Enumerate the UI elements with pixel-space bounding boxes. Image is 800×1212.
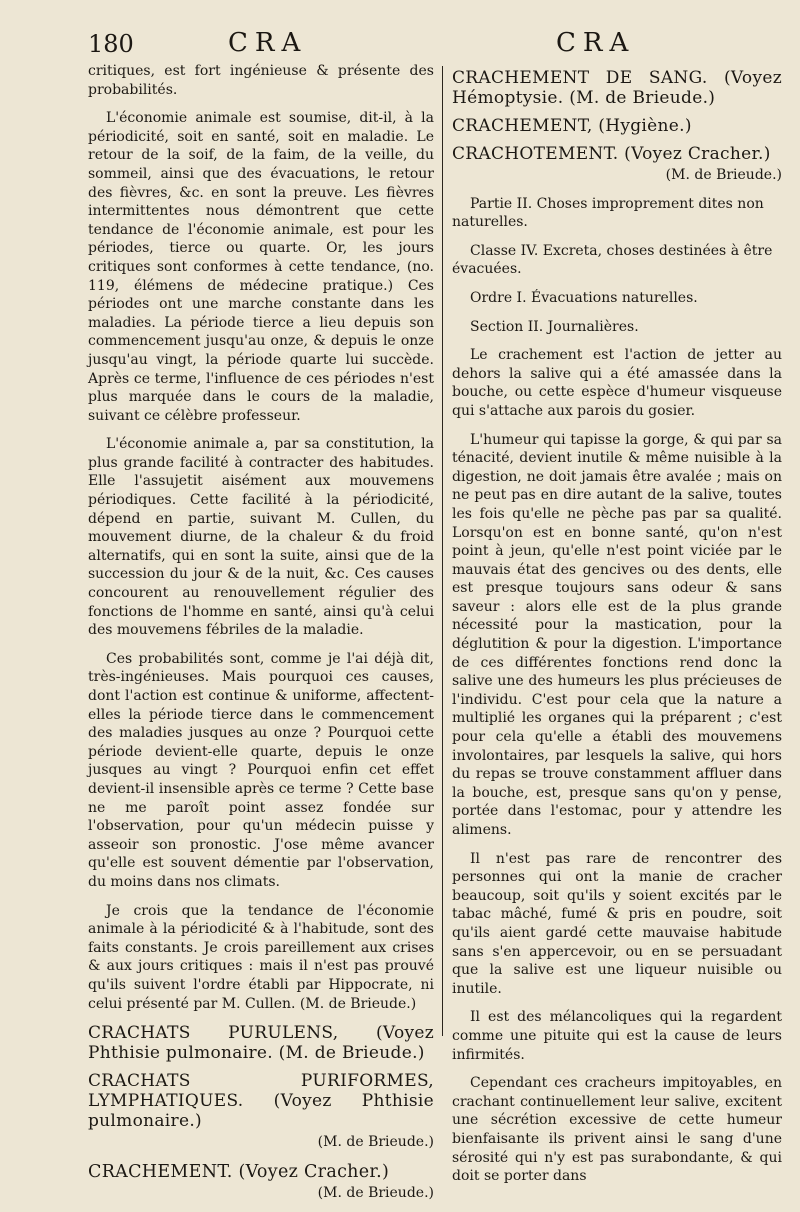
right-column: [452, 62, 782, 1196]
paragraph: L'économie animale a, par sa constitution, la plus grande facilité à contracter des habitudes. Elle l'assujetit aisément aux mouvemens périodiques. Cette facilité à la périodicité, dépend en partie, suivant M. Cullen, du mouvement diurne, de la chaleur & du froid alternatifs, qui en sont la suite, ainsi que de la succession du jour & de la nuit, &c. Ces causes concourent au renouvellement régulier des fonctions de l'homme en santé, ainsi qu'à celui des mouvemens fébriles de la maladie.: [88, 436, 434, 639]
entry-attribution: (M. de Brieude.): [317, 1184, 434, 1201]
page-number: 180: [88, 30, 134, 58]
entry-heading: CRACHATS PURULENS, (Voyez Phthisie pulmonaire. (M. de Brieude.): [88, 1023, 434, 1064]
entry-heading: CRACHEMENT. (Voyez Cracher.): [88, 1161, 390, 1182]
running-head-left: CRA: [228, 28, 308, 58]
entry-heading: CRACHOTEMENT. (Voyez Cracher.): [452, 144, 771, 164]
paragraph: Ces probabilités sont, comme je l'ai déjà dit, très-ingénieuses. Mais pourquoi ces causes, dont l'action est continue & uniforme, affectent-elles la période tierce dans le commencement des maladies jusques au onze ? Pourquoi cette période devient-elle quarte, depuis le onze jusques au vingt ? Pourquoi enfin cet effet devient-il insensible après ce terme ? Cette base ne me paroît point assez fondée sur l'observation, pour qu'un médecin puisse y asseoir son pronostic. J'ose même avancer qu'elle est souvent démentie par l'observation, du moins dans nos climats.: [88, 650, 434, 890]
left-column: [88, 62, 434, 1212]
paragraph: Il n'est pas rare de rencontrer des personnes qui ont la manie de cracher beaucoup, soit qu'ils y soient excités par le tabac mâché, fumé & pris en poudre, soit qu'ils aient gardé cette mauvaise habitude sans s'en appercevoir, ou en se persuadant que la salive est une liqueur nuisible ou inutile.: [452, 850, 782, 997]
column-divider: [442, 66, 443, 1036]
paragraph: Cependant ces cracheurs impitoyables, en crachant continuellement leur salive, excitent une sécrétion excessive de cette humeur bienfaisante ils privent ainsi le sang d'une sérosité qui n'y est pas surabondante, & qui doit se porter dans: [452, 1075, 782, 1185]
entry-heading: CRACHATS PURIFORMES, LYMPHATIQUES. (Voyez Phthisie pulmonaire.): [88, 1071, 434, 1132]
paragraph: Il est des mélancoliques qui la regardent comme une pituite qui est la cause de leurs infirmités.: [452, 1009, 782, 1063]
paragraph: Le crachement est l'action de jetter au dehors la salive qui a été amassée dans la bouche, ou cette espèce d'humeur visqueuse qui s'attache aux parois du gosier.: [452, 347, 782, 419]
paragraph: critiques, est fort ingénieuse & présente des probabilités.: [88, 63, 434, 98]
paragraph: L'humeur qui tapisse la gorge, & qui par sa ténacité, devient inutile & même nuisible à la digestion, ne doit jamais être avalée ; mais on ne peut pas en dire autant de la salive, toutes les fois qu'elle ne pèche pas par sa qualité. Lorsqu'on est en bonne santé, qu'on n'est point à jeun, qu'elle n'est point viciée par le mauvais état des gencives ou des dents, elle est presque toujours sans odeur & sans saveur : alors elle est de la plus grande nécessité pour la mastication, pour la déglutition & pour la digestion. L'importance de ces différentes fonctions rend donc la salive une des humeurs les plus précieuses de l'individu. C'est pour cela que la nature a multiplié les organes qui la préparent ; c'est pour cela qu'elle a établi des mouvemens involontaires, par lesquels la salive, qui hors du repas se trouve constamment affluer dans la bouche, est, presque sans qu'on y pense, portée dans l'estomac, pour y attendre les alimens.: [452, 431, 782, 838]
classification-line: Ordre I. Évacuations naturelles.: [470, 289, 698, 306]
entry-heading: CRACHEMENT DE SANG. (Voyez Hémoptysie. (M. de Brieude.): [452, 68, 782, 108]
entry-attribution: (M. de Brieude.): [665, 167, 782, 183]
page-header: [0, 28, 800, 64]
classification-line: Classe IV. Excreta, choses destinées à être évacuées.: [452, 242, 773, 278]
paragraph: L'économie animale est soumise, dit-il, à la périodicité, soit en santé, soit en maladie. Le retour de la soif, de la faim, de la veille, du sommeil, ainsi que des évacuations, le retour des fièvres, &c. en sont la preuve. Les fièvres intermittentes nous démontrent que cette tendance de l'économie animale, est pour les périodes, tierce ou quarte. Or, les jours critiques sont conformes à cette tendance, (no. 119, élémens de médecine pratique.) Ces périodes ont une marche constante dans les maladies. La période tierce a lieu depuis son commencement jusqu'au onze, & depuis le onze jusqu'au vingt, la période quarte lui succède. Après ce terme, l'influence de ces périodes n'est plus marquée dans le cours de la maladie, suivant ce célèbre professeur.: [88, 110, 434, 424]
classification-line: Partie II. Choses improprement dites non naturelles.: [452, 195, 764, 231]
entry-attribution: (M. de Brieude.): [317, 1134, 434, 1151]
classification-line: Section II. Journalières.: [470, 318, 639, 335]
running-head-right: CRA: [556, 28, 636, 58]
paragraph: Je crois que la tendance de l'économie animale à la périodicité & à l'habitude, sont des faits constants. Je crois pareillement aux crises & aux jours critiques : mais il n'est pas prouvé qu'ils suivent l'ordre établi par Hippocrate, ni celui présenté par M. Cullen. (M. de Brieude.): [88, 902, 434, 1012]
entry-heading: CRACHEMENT, (Hygiène.): [452, 116, 692, 136]
